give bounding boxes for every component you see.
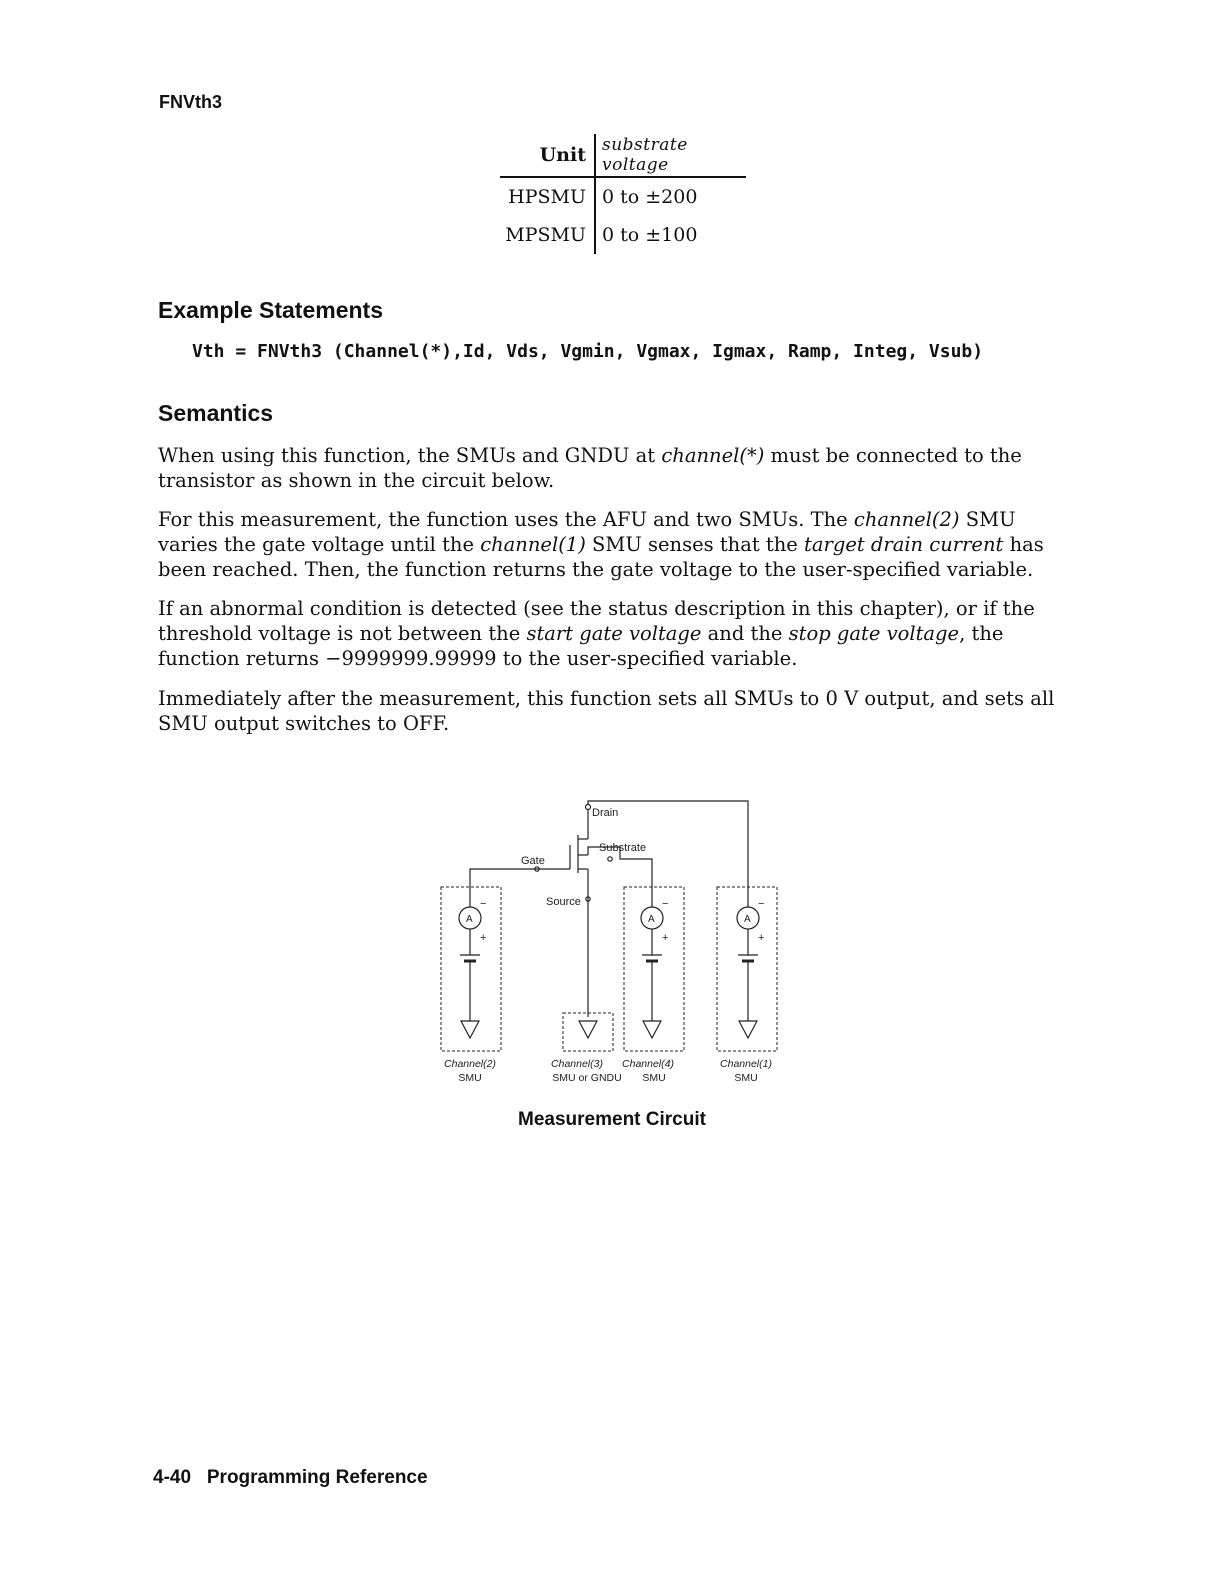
footer-section-title: Programming Reference: [206, 1467, 428, 1488]
measurement-circuit-diagram: [430, 795, 800, 1095]
channel-3-type: SMU or GNDU: [552, 1072, 622, 1084]
channel-3-gndu-box: [563, 1013, 613, 1051]
source-label: Source: [546, 896, 581, 908]
ammeter-label: A: [648, 914, 655, 925]
ground-triangle-icon: [739, 1021, 757, 1038]
italic-term: channel(*): [661, 444, 765, 467]
example-code: Vth = FNVth3 (Channel(*),Id, Vds, Vgmin, Vgmax, Igmax, Ramp, Integ, Vsub): [192, 341, 984, 362]
channel-4-type: SMU: [642, 1072, 666, 1084]
channel-3-name: Channel(3): [551, 1058, 603, 1070]
minus-sign: −: [662, 898, 669, 910]
text-run: , the function returns −9999999.99999 to the user-specified variable.: [158, 622, 1004, 670]
running-head: FNVth3: [159, 92, 222, 112]
table-header-row: [500, 134, 746, 177]
minus-sign: −: [480, 898, 487, 910]
table-row: [500, 177, 746, 216]
text-run: must be connected to the transistor as shown in the circuit below.: [158, 444, 1022, 492]
gate-label: Gate: [521, 855, 545, 867]
ground-triangle-icon: [643, 1021, 661, 1038]
range-cell: 0 to ±200: [595, 177, 746, 216]
drain-label: Drain: [592, 807, 619, 819]
channel-1-type: SMU: [734, 1072, 758, 1084]
unit-column-header: Unit: [500, 134, 595, 177]
semantics-paragraph-2: [158, 507, 1078, 582]
substrate-terminal: [608, 857, 612, 861]
semantics-paragraph-1: [158, 443, 1078, 493]
substrate-voltage-range-table: [500, 134, 746, 254]
italic-term: channel(1): [480, 533, 586, 556]
page-footer: [153, 1467, 428, 1489]
minus-sign: −: [758, 898, 765, 910]
unit-cell: HPSMU: [508, 186, 586, 208]
text-run: If an abnormal condition is detected (see the status description in this chapter), or if the threshold voltage is not between the: [158, 597, 1035, 645]
channel-1-name: Channel(1): [720, 1058, 772, 1070]
page-number: 4-40: [153, 1467, 192, 1488]
range-cell: 0 to ±100: [595, 216, 746, 254]
channel-2-smu-box: [441, 887, 501, 1051]
substrate-label: Substrate: [599, 842, 647, 854]
text-run: For this measurement, the function uses the AFU and two SMUs. The: [158, 508, 854, 531]
semantics-paragraph-3: [158, 596, 1078, 671]
channel-2-type: SMU: [458, 1072, 482, 1084]
text-run: SMU senses that the: [585, 533, 805, 556]
channel-2-name: Channel(2): [444, 1058, 496, 1070]
ammeter-label: A: [466, 914, 473, 925]
ground-triangle-icon: [461, 1021, 479, 1038]
channel-1-smu-box: [717, 887, 777, 1051]
semantics-heading: Semantics: [158, 400, 274, 426]
plus-sign: +: [662, 932, 669, 944]
text-run: Immediately after the measurement, this function sets all SMUs to 0 V output, and sets all SMU output switches to OFF.: [158, 687, 1055, 735]
plus-sign: +: [758, 932, 765, 944]
text-run: SMU varies the gate voltage until the: [158, 508, 1016, 556]
italic-term: start gate voltage: [526, 622, 702, 645]
italic-term: target drain current: [804, 533, 1004, 556]
plus-sign: +: [480, 932, 487, 944]
text-run: and the: [701, 622, 789, 645]
drain-terminal: [586, 805, 591, 810]
text-run: When using this function, the SMUs and GNDU at: [158, 444, 662, 467]
italic-term: channel(2): [853, 508, 960, 531]
text-run: has been reached. Then, the function returns the gate voltage to the user-specified variable.: [158, 533, 1044, 581]
table-row: [500, 216, 746, 254]
gate-wire: [470, 869, 570, 890]
unit-cell: MPSMU: [505, 224, 586, 246]
italic-term: stop gate voltage: [788, 622, 960, 645]
ground-triangle-icon: [579, 1021, 597, 1038]
channel-4-name: Channel(4): [622, 1058, 674, 1070]
substrate-voltage-column-header: substrate voltage: [595, 134, 746, 177]
figure-caption: Measurement Circuit: [518, 1109, 706, 1130]
example-statements-heading: Example Statements: [158, 297, 383, 323]
semantics-paragraph-4: [158, 686, 1078, 736]
channel-4-smu-box: [624, 887, 684, 1051]
ammeter-label: A: [744, 914, 751, 925]
